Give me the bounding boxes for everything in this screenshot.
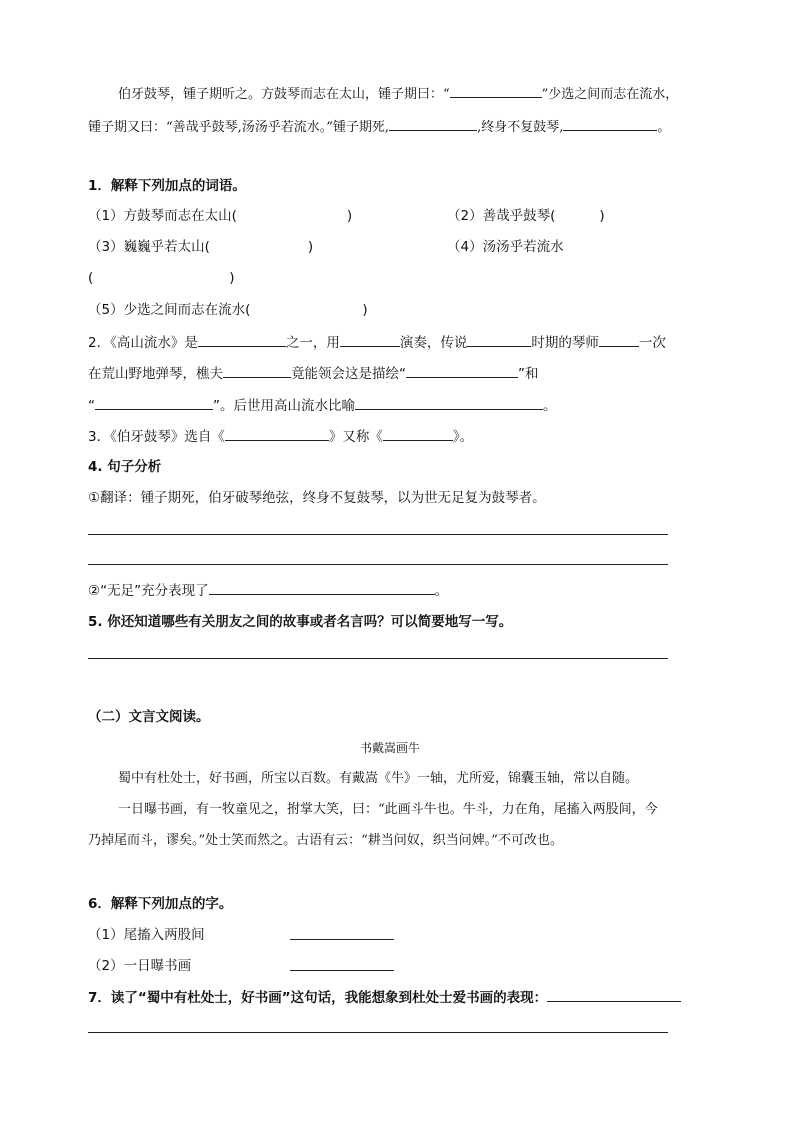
- q1-title: 1．解释下列加点的词语。: [88, 178, 246, 194]
- q4-text: 。: [434, 583, 449, 599]
- answer-blank[interactable]: [209, 580, 435, 595]
- item-text: （2）善哉乎鼓琴(: [447, 208, 556, 224]
- item-text: （1）方鼓琴而志在太山(: [88, 208, 237, 224]
- paren-open: (: [88, 270, 94, 286]
- q7-prompt: 7．读了“蜀中有杜处士，好书画”这句话，我能想象到杜处士爱书画的表现：: [88, 990, 548, 1006]
- q4-item-2: [88, 580, 448, 601]
- item-text: （3）巍巍乎若太山(: [88, 239, 210, 255]
- passage-text: ”少选之间而志在流水，: [541, 87, 679, 102]
- q2-text: ”。后世用高山流水比喻: [213, 398, 355, 414]
- q4-item-1: ①翻译：锺子期死，伯牙破琴绝弦，终身不复鼓琴，以为世无足复为鼓琴者。: [88, 490, 546, 506]
- answer-line[interactable]: [290, 939, 394, 940]
- q3-text: 》。: [452, 429, 474, 445]
- q7-text: [88, 987, 681, 1008]
- q2-text: ”和: [518, 366, 539, 382]
- passage-text: 锺子期又曰：“善哉乎鼓琴,汤汤乎若流水。”锺子期死,: [88, 120, 390, 135]
- q6-item-2: （2）一日曝书画: [88, 958, 192, 974]
- answer-blank[interactable]: [198, 332, 286, 347]
- q2-line-3: [88, 395, 557, 416]
- q1-item-3: [88, 237, 313, 257]
- q2-line-2: [88, 363, 539, 384]
- q6-title: 6．解释下列加点的字。: [88, 896, 233, 912]
- q2-text: “: [88, 398, 95, 414]
- passage2-para-2-line-1: 一日曝书画，有一牧童见之，拊掌大笑，曰：“此画斗牛也。牛斗，力在角，尾搐入两股间，今: [118, 802, 658, 817]
- answer-blank[interactable]: [547, 987, 681, 1002]
- passage-line-2: [88, 116, 670, 138]
- q3-text: 3．《伯牙鼓琴》选自《: [88, 429, 225, 445]
- answer-blank[interactable]: [563, 116, 657, 131]
- q5-title: 5. 你还知道哪些有关朋友之间的故事或者名言吗？可以简要地写一写。: [88, 614, 513, 630]
- answer-blank[interactable]: [467, 332, 531, 347]
- answer-line[interactable]: [88, 1032, 668, 1033]
- answer-blank[interactable]: [389, 116, 477, 131]
- answer-blank[interactable]: [406, 363, 518, 378]
- answer-blank[interactable]: [225, 426, 329, 441]
- paren-close: ): [307, 239, 314, 255]
- item-text: （5）少选之间而志在流水(: [88, 302, 251, 318]
- q2-text: 。: [543, 398, 557, 414]
- q2-text: 时期的琴师: [531, 335, 599, 351]
- answer-line[interactable]: [88, 564, 668, 565]
- passage2-para-2-line-2: 乃掉尾而斗，谬矣。”处士笑而然之。古语有云：“耕当问奴，织当问婢。”不可改也。: [88, 833, 563, 848]
- answer-line[interactable]: [88, 658, 668, 659]
- q2-text: 一次: [638, 335, 666, 351]
- q2-text: 之一，用: [285, 335, 340, 351]
- q4-text: ②“无足”充分表现了: [88, 583, 209, 599]
- answer-blank[interactable]: [450, 83, 542, 98]
- passage-text: ,终身不复鼓琴,: [477, 120, 564, 135]
- section2-heading: （二）文言文阅读。: [88, 709, 210, 725]
- passage-title: 书戴嵩画牛: [360, 741, 421, 755]
- q2-text: 2．《高山流水》是: [88, 335, 198, 351]
- answer-line[interactable]: [290, 970, 394, 971]
- q3-text: 》又称《: [328, 429, 383, 445]
- q1-item-4: （4）汤汤乎若流水: [447, 239, 564, 255]
- answer-blank[interactable]: [599, 332, 639, 347]
- q6-item-1: （1）尾搐入两股间: [88, 927, 205, 943]
- answer-blank[interactable]: [95, 395, 213, 410]
- answer-blank[interactable]: [340, 332, 400, 347]
- q2-line-1: [88, 332, 666, 353]
- q4-title: 4. 句子分析: [88, 459, 162, 475]
- q1-item-5: [88, 300, 368, 320]
- passage-line-1: [118, 83, 678, 105]
- q1-item-2: [447, 206, 605, 226]
- paren-close: ): [362, 302, 368, 318]
- paren-close: ): [229, 270, 235, 286]
- q1-item-4-answer: [88, 268, 235, 288]
- q2-text: 在荒山野地弹琴，樵夫: [88, 366, 223, 382]
- q2-text: 演奏，传说: [399, 335, 468, 351]
- q1-item-1: [88, 206, 352, 226]
- answer-line[interactable]: [88, 534, 668, 535]
- answer-blank[interactable]: [355, 395, 543, 410]
- paren-close: ): [599, 208, 605, 224]
- passage2-para-1: 蜀中有杜处士，好书画，所宝以百数。有戴嵩《牛》一轴，尤所爱，锦囊玉轴，常以自随。: [118, 771, 639, 786]
- q2-text: 竟能领会这是描绘“: [291, 366, 406, 382]
- passage-text: 伯牙鼓琴，锺子期听之。方鼓琴而志在太山，锺子期曰：“: [118, 87, 450, 102]
- answer-blank[interactable]: [223, 363, 291, 378]
- q3-line: [88, 426, 473, 447]
- paren-close: ): [346, 208, 353, 224]
- answer-blank[interactable]: [383, 426, 453, 441]
- passage-text: 。: [657, 120, 671, 135]
